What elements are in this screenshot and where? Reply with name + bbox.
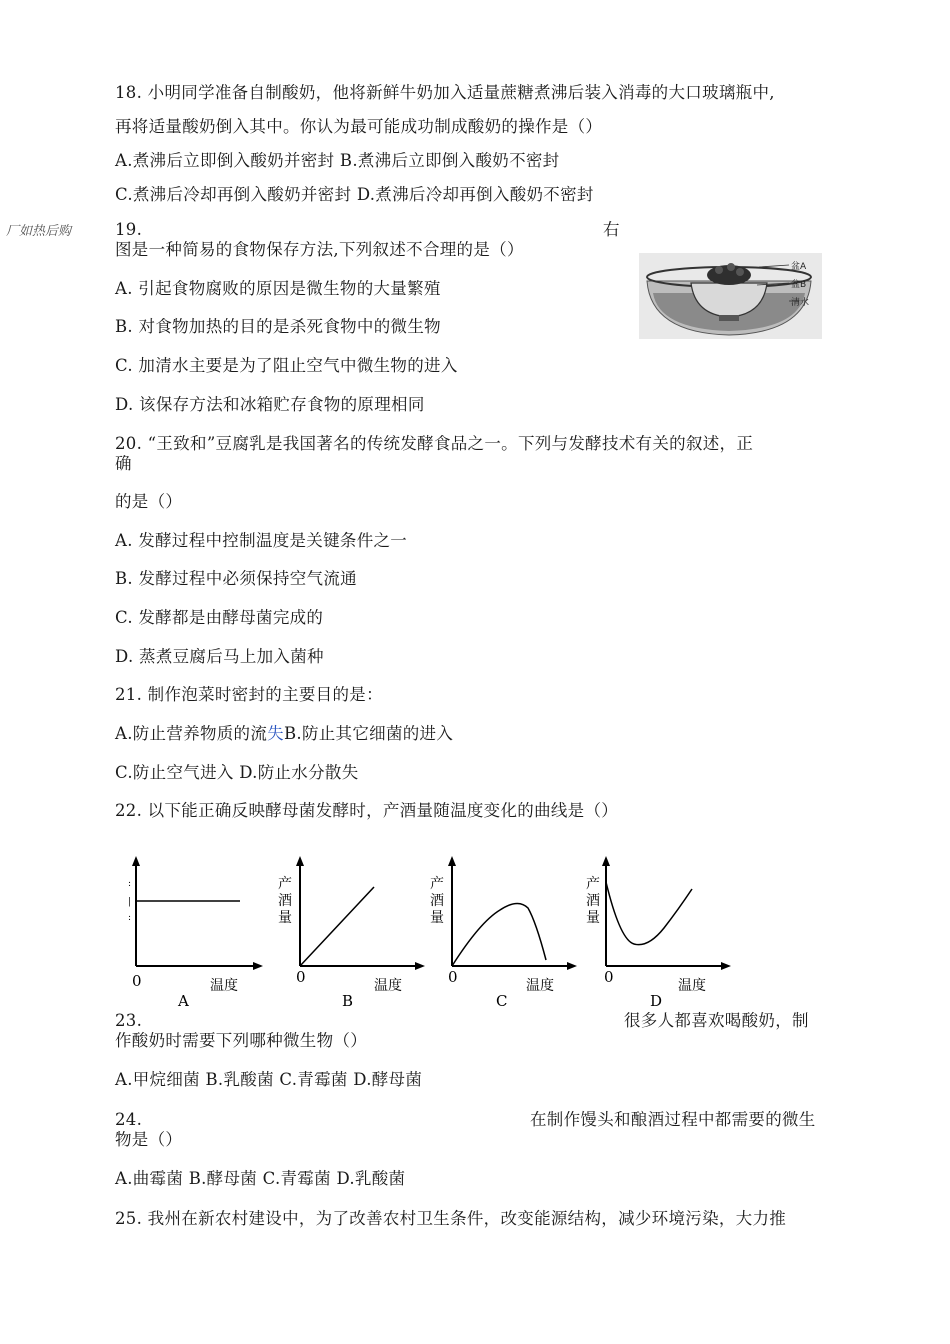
q24-right-text: 在制作馒头和酿酒过程中都需要的微生 [530, 1110, 816, 1129]
q23-number: 23. [115, 1011, 143, 1030]
graph-c-ylabel-2: 酒 [430, 893, 444, 909]
q19-option-c: C. 加清水主要是为了阻止空气中微生物的进入 [115, 356, 458, 375]
graph-b-ylabel-1: 产 [278, 876, 292, 892]
graph-c-ylabel-3: 量 [430, 910, 444, 926]
graph-b-ylabel-2: 酒 [278, 893, 292, 909]
q23-right-text: 很多人都喜欢喝酸奶，制 [624, 1011, 809, 1030]
fig-label-basin-a: 盆A [791, 262, 807, 272]
graph-b-curve [300, 887, 374, 966]
graph-d-curve [606, 882, 692, 945]
q19-right-text: 右 [603, 220, 620, 239]
q21-option-b: B.防止其它细菌的进入 [283, 724, 454, 743]
graph-c-origin: 0 [448, 968, 458, 986]
q21-option-a-blue-char: 失 [267, 724, 284, 743]
q18-line-2: 再将适量酸奶倒入其中。你认为最可能成功制成酸奶的操作是（） [115, 117, 603, 136]
q20-option-a: A. 发酵过程中控制温度是关键条件之一 [115, 531, 408, 550]
q19-option-d: D. 该保存方法和冰箱贮存食物的原理相同 [115, 395, 425, 414]
graph-a [118, 852, 268, 1012]
q19-option-b: B. 对食物加热的目的是杀死食物中的微生物 [115, 317, 441, 336]
fig-label-water: 清水 [791, 298, 810, 308]
q24-number: 24. [115, 1110, 143, 1129]
graph-b-ylabel-3: 量 [278, 910, 292, 926]
q21-options-ab [115, 723, 453, 745]
q21-stem: 21. 制作泡菜时密封的主要目的是： [115, 685, 383, 704]
graph-c-xlabel: 温度 [526, 978, 554, 994]
food-preservation-figure [639, 253, 822, 339]
q20-line-1: 20. “王致和”豆腐乳是我国著名的传统发酵食品之一。下列与发酵技术有关的叙述，正 [115, 434, 754, 453]
graph-b [278, 852, 428, 1012]
q18-options-ab: A.煮沸后立即倒入酸奶并密封 B.煮沸后立即倒入酸奶不密封 [115, 151, 560, 170]
margin-note: 厂如热后购 [6, 224, 72, 239]
graph-a-y-mark-2: | [128, 897, 132, 907]
graph-d-origin: 0 [604, 968, 614, 986]
q24-options: A.曲霉菌 B.酵母菌 C.青霉菌 D.乳酸菌 [115, 1169, 406, 1188]
q24-stem: 物是（） [115, 1130, 183, 1149]
q20-line-1b: 确 [115, 454, 132, 473]
q21-option-a-pre: A.防止营养物质的流 [115, 724, 268, 743]
q20-line-2: 的是（） [115, 492, 183, 511]
graph-b-xlabel: 温度 [374, 978, 402, 994]
q18-options-cd: C.煮沸后冷却再倒入酸奶并密封 D.煮沸后冷却再倒入酸奶不密封 [115, 185, 594, 204]
graph-c-curve [452, 903, 546, 966]
graph-c-letter: C [496, 992, 508, 1010]
graph-a-y-mark-3: : [128, 913, 132, 923]
graph-d-letter: D [650, 992, 663, 1010]
graph-d-ylabel-3: 量 [586, 910, 600, 926]
graph-a-letter: A [178, 992, 189, 1010]
graph-d [584, 852, 734, 1012]
graph-b-origin: 0 [296, 968, 306, 986]
q20-option-c: C. 发酵都是由酵母菌完成的 [115, 608, 324, 627]
q18-line-1: 18. 小明同学准备自制酸奶，他将新鲜牛奶加入适量蔗糖煮沸后装入消毒的大口玻璃瓶中, [115, 83, 775, 102]
fig-label-basin-b: 盆B [791, 280, 807, 290]
q25-stem: 25. 我州在新农村建设中，为了改善农村卫生条件，改变能源结构，减少环境污染，大力推 [115, 1209, 787, 1228]
q20-option-b: B. 发酵过程中必须保持空气流通 [115, 569, 357, 588]
q19-option-a: A. 引起食物腐败的原因是微生物的大量繁殖 [115, 279, 441, 298]
q23-stem: 作酸奶时需要下列哪种微生物（） [115, 1031, 367, 1050]
q19-number: 19. [115, 220, 143, 239]
q20-option-d: D. 蒸煮豆腐后马上加入菌种 [115, 647, 324, 666]
q23-options: A.甲烷细菌 B.乳酸菌 C.青霉菌 D.酵母菌 [115, 1070, 423, 1089]
graph-d-ylabel-2: 酒 [586, 893, 600, 909]
graph-c-ylabel-1: 产 [430, 876, 444, 892]
graph-b-letter: B [342, 992, 354, 1010]
q19-stem: 图是一种简易的食物保存方法,下列叙述不合理的是（） [115, 240, 524, 259]
q22-stem: 22. 以下能正确反映酵母菌发酵时，产酒量随温度变化的曲线是（） [115, 801, 619, 820]
graph-c [430, 852, 580, 1012]
graph-a-origin: 0 [132, 972, 142, 990]
graph-a-y-mark-1: : [128, 879, 132, 889]
graph-a-xlabel: 温度 [210, 978, 238, 994]
graph-d-ylabel-1: 产 [586, 876, 600, 892]
graph-d-xlabel: 温度 [678, 978, 706, 994]
q21-options-cd: C.防止空气进入 D.防止水分散失 [115, 763, 359, 782]
